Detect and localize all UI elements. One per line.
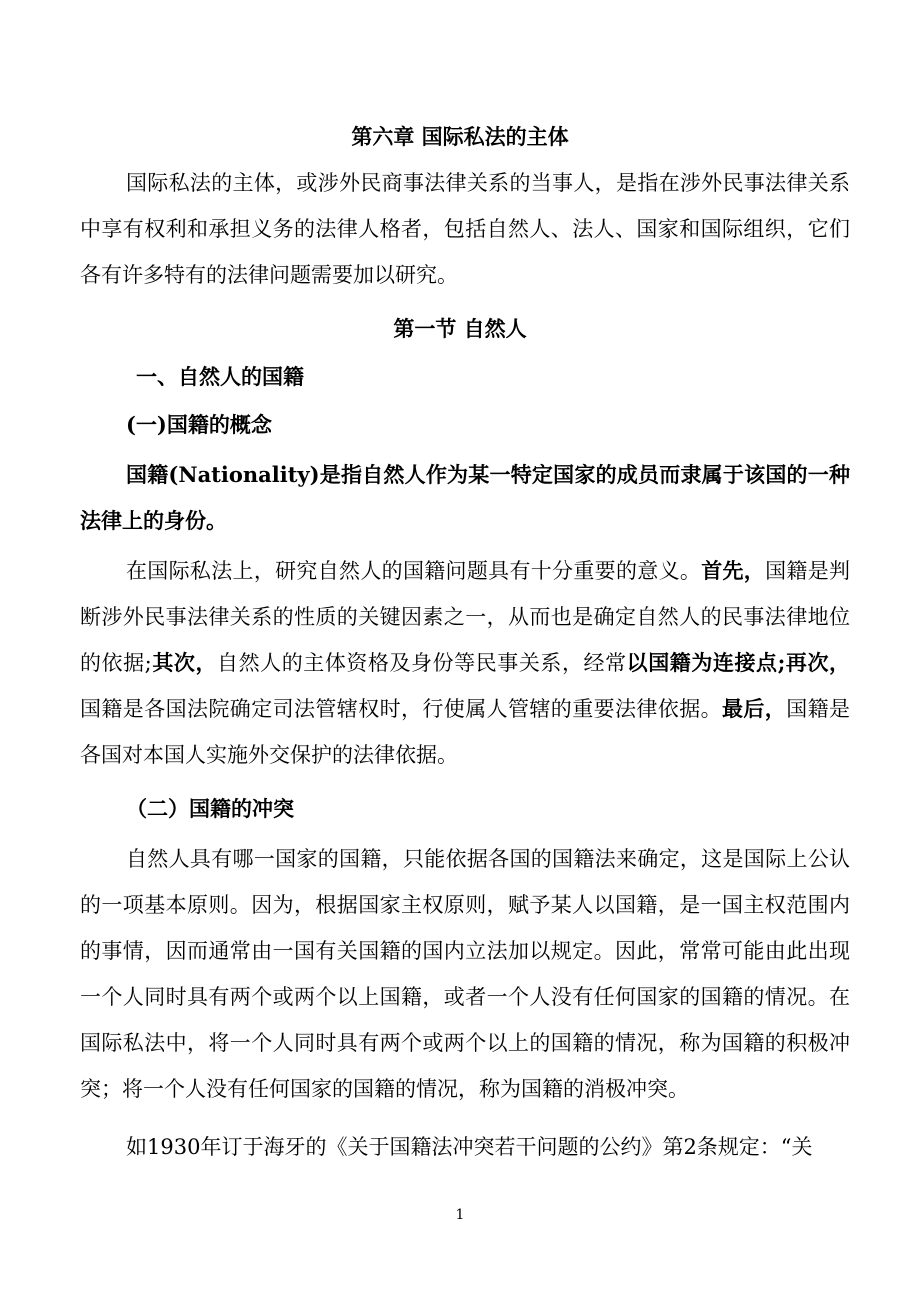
subsection-nationality-conflict: （二）国籍的冲突 (126, 796, 294, 821)
significance-text-2: 国籍是判断涉外民事法律关系的性质的关键因素之一，从而也是确定自然人的民事法律地位的依据; (80, 559, 851, 675)
connecting-point-label: 以国籍为连接点; (626, 650, 786, 675)
significance-paragraph (80, 548, 850, 778)
intro-paragraph: 国际私法的主体，或涉外民商事法律关系的当事人，是指在涉外民事法律关系中享有权利和承担义务的法律人格者，包括自然人、法人、国家和国际组织，它们各有许多特有的法律问题需要加以研究。 (80, 171, 850, 287)
first-label: 首先， (701, 558, 766, 583)
chapter-title: 第六章 国际私法的主体 (351, 124, 569, 149)
conflict-paragraph: 自然人具有哪一国家的国籍，只能依据各国的国籍法来确定，这是国际上公认的一项基本原则。因为，根据国家主权原则，赋予某人以国籍，是一国主权范围内的事情，因而通常由一国有关国籍的国内立法加以规定。因此，常常可能由此出现一个人同时具有两个或两个以上国籍，或者一个人没有任何国家的国籍的情况。在国际私法中，将一个人同时具有两个或两个以上的国籍的情况，称为国籍的积极冲突；将一个人没有任何国家的国籍的情况，称为国籍的消极冲突。 (80, 847, 850, 1101)
subsection-nationality-concept: (一)国籍的概念 (126, 412, 272, 437)
significance-text-4: 国籍是各国法院确定司法管辖权时，行使属人管辖的重要法律依据。 (80, 697, 722, 721)
significance-text-3: 自然人的主体资格及身份等民事关系，经常 (217, 651, 627, 675)
second-label: 其次， (151, 650, 218, 675)
convention-paragraph-start: 如1930年订于海牙的《关于国籍法冲突若干问题的公约》第2条规定：“关 (126, 1135, 813, 1159)
significance-text-5: 国籍是各国对本国人实施外交保护的法律依据。 (80, 697, 851, 767)
subsection-nationality: 一、自然人的国籍 (136, 364, 304, 389)
section-title: 第一节 自然人 (393, 316, 527, 341)
significance-text-1: 在国际私法上，研究自然人的国籍问题具有十分重要的意义。 (126, 559, 702, 583)
definition-paragraph: 国籍(Nationality)是指自然人作为某一特定国家的成员而隶属于该国的一种法律上的身份。 (80, 462, 850, 533)
again-label: 再次， (785, 650, 851, 675)
finally-label: 最后， (722, 696, 787, 721)
page-number: 1 (455, 1207, 465, 1223)
